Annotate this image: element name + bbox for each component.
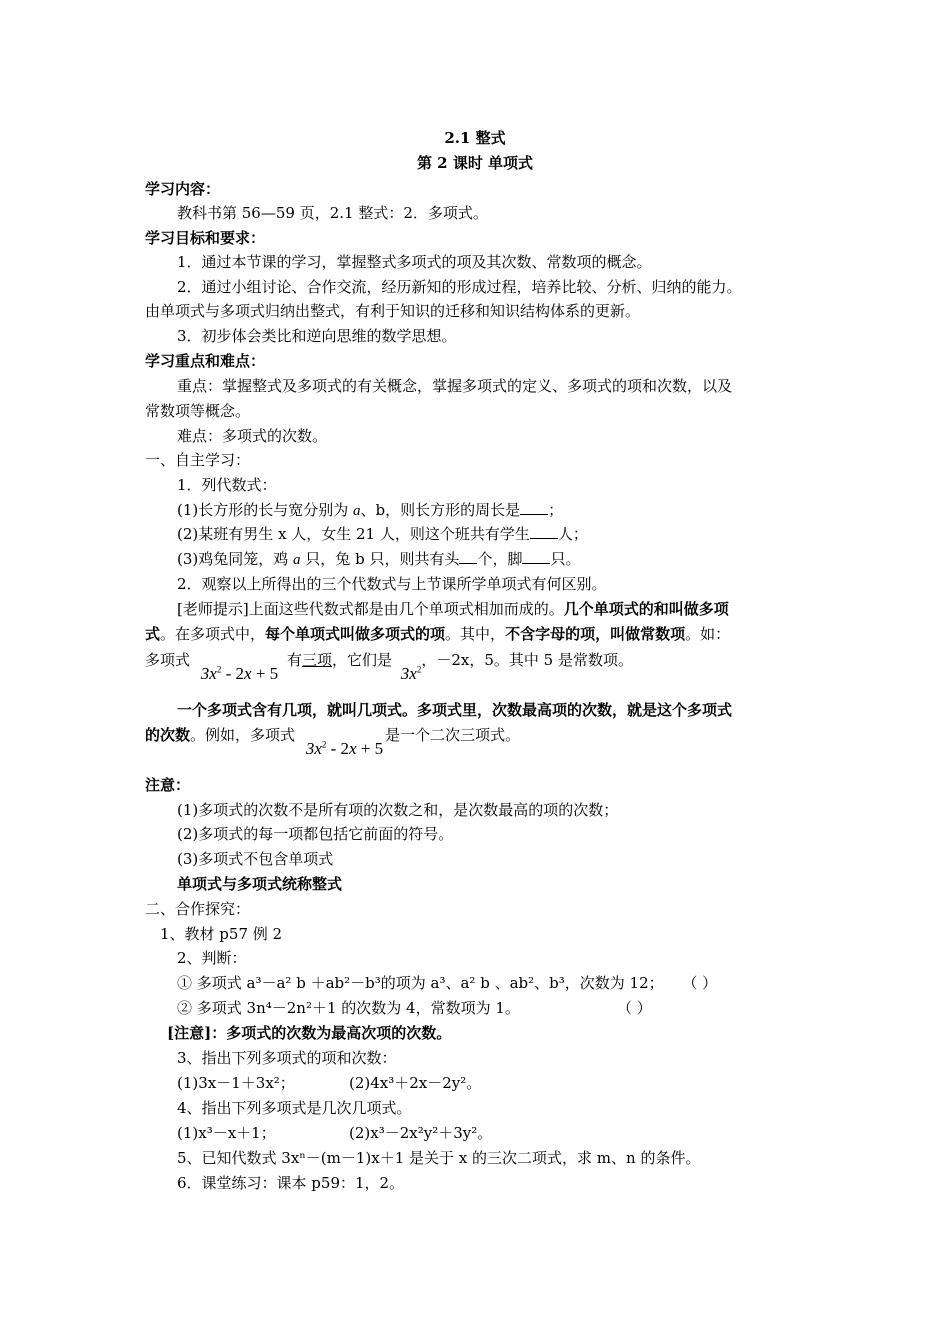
- page-subtitle: 第 2 课时 单项式: [416, 154, 534, 172]
- goal-2-cont: 由单项式与多项式归纳出整式，有利于知识的迁移和知识结构体系的更新。: [145, 302, 641, 320]
- key-point-cont: 常数项等概念。: [145, 402, 251, 420]
- text: ，－2x，5。其中 5 是常数项。: [421, 651, 633, 669]
- definition: 一个多项式含有几项，就叫几项式。多项式里，次数最高项的次数，就是这个多项式: [177, 701, 733, 719]
- answer-parentheses[interactable]: （ ）: [617, 999, 652, 1017]
- bold-text: 几个单项式的和叫做多项: [563, 600, 729, 618]
- answer-blank[interactable]: [520, 500, 548, 515]
- question-1c: [177, 549, 580, 570]
- summary-statement: 单项式与多项式统称整式: [177, 875, 343, 893]
- goal-2: 2．通过小组讨论、合作交流，经历新知的形成过程，培养比较、分析、归纳的能力。: [177, 278, 742, 296]
- question-1b: [177, 524, 588, 544]
- item-1: 1、教材 p57 例 2: [160, 925, 283, 943]
- note-heading: 注意：: [145, 776, 191, 794]
- question-1: 1．列代数式：: [177, 476, 277, 494]
- text: 个，脚: [477, 550, 523, 568]
- text: ，它们是: [331, 651, 392, 669]
- bold-text: 每个单项式叫做多项式的项: [265, 625, 446, 643]
- bold-text: 的次数: [145, 726, 191, 744]
- item-3b: (2)4x³＋2x－2y²。: [349, 1074, 482, 1092]
- section-heading-keypoints: 学习重点和难点：: [145, 352, 266, 370]
- judgement-1: [177, 973, 717, 993]
- judgement-2: [177, 998, 652, 1018]
- section-heading-goals: 学习目标和要求：: [145, 229, 266, 247]
- text: 。例如，多项式: [190, 726, 296, 744]
- text: 。其中，: [445, 625, 506, 643]
- text: 多项式: [145, 651, 191, 669]
- text: 有: [286, 651, 302, 669]
- text: 只。: [550, 550, 581, 568]
- bold-text: 不含字母的项，叫做常数项: [505, 625, 686, 643]
- answer-blank[interactable]: [530, 524, 558, 539]
- question-1a: [177, 500, 563, 521]
- content-text: 教科书第 56—59 页，2.1 整式：2．多项式。: [177, 204, 488, 222]
- text: (1)长方形的长与宽分别为: [177, 501, 354, 519]
- question-2: 2．观察以上所得出的三个代数式与上节课所学单项式有何区别。: [177, 575, 607, 593]
- section-heading-content: 学习内容：: [145, 180, 221, 198]
- formula-term: $3x^2$: [400, 664, 422, 683]
- item-4: 4、指出下列多项式是几次几项式。: [177, 1099, 412, 1117]
- item-4b: (2)x³－2x²y²＋3y²。: [349, 1124, 493, 1142]
- text: 只，兔 b 只，则共有头: [300, 550, 460, 568]
- item-3a: (1)3x－1＋3x²；: [177, 1074, 295, 1092]
- note-2: (2)多项式的每一项都包括它前面的符号。: [177, 825, 454, 843]
- text: (3)鸡兔同笼，鸡: [177, 550, 294, 568]
- definition-cont: [145, 725, 520, 759]
- text: 。在多项式中，: [160, 625, 266, 643]
- note-3: (3)多项式不包含单项式: [177, 850, 334, 868]
- var-a: a: [293, 552, 301, 568]
- teacher-hint: [177, 599, 729, 619]
- bold-text: 式: [145, 625, 161, 643]
- text: ② 多项式 3n⁴－2n²＋1 的次数为 4，常数项为 1。: [177, 999, 520, 1017]
- note-bracket: [注意]：多项式的次数为最高次项的次数。: [167, 1024, 452, 1042]
- goal-3: 3．初步体会类比和逆向思维的数学思想。: [177, 327, 457, 345]
- text: 是一个二次三项式。: [385, 726, 521, 744]
- teacher-hint-cont: [145, 624, 730, 644]
- item-3: 3、指出下列多项式的项和次数：: [177, 1049, 397, 1067]
- text: ；: [548, 501, 564, 519]
- part-2-heading: 二、合作探究：: [145, 900, 251, 918]
- key-point: 重点：掌握整式及多项式的有关概念，掌握多项式的定义、多项式的项和次数，以及: [177, 377, 733, 395]
- item-6: 6．课堂练习：课本 p59：1，2。: [177, 1174, 405, 1192]
- answer-blank[interactable]: [459, 549, 477, 564]
- text: ① 多项式 a³－a² b ＋ab²－b³的项为 a³、a² b 、ab²、b³，次数为 12；: [177, 974, 664, 992]
- page-title: 2.1 整式: [444, 129, 506, 147]
- example-line: [145, 650, 633, 684]
- item-2: 2、判断：: [177, 949, 247, 967]
- text: 、b，则长方形的周长是: [360, 501, 521, 519]
- text: (2)某班有男生 x 人，女生 21 人，则这个班共有学生: [177, 525, 530, 543]
- var-a: a: [353, 503, 361, 519]
- formula-polynomial: $3x^2 - 2x + 5$: [305, 739, 384, 758]
- answer-parentheses[interactable]: （ ）: [682, 974, 718, 992]
- answer-blank[interactable]: [522, 549, 550, 564]
- text: [老师提示]上面这些代数式都是由几个单项式相加而成的。: [177, 600, 564, 618]
- part-1-heading: 一、自主学习：: [145, 451, 251, 469]
- item-5: 5、已知代数式 3xⁿ－(m－1)x＋1 是关于 x 的三次二项式，求 m、n 的条件。: [177, 1149, 701, 1167]
- text: 人；: [557, 525, 588, 543]
- goal-1: 1．通过本节课的学习，掌握整式多项式的项及其次数、常数项的概念。: [177, 253, 652, 271]
- difficulty: 难点：多项式的次数。: [177, 427, 328, 445]
- underlined-text: 三项: [301, 651, 332, 669]
- text: 。如：: [685, 625, 731, 643]
- note-1: (1)多项式的次数不是所有项的次数之和，是次数最高的项的次数；: [177, 801, 619, 819]
- item-4a: (1)x³－x＋1；: [177, 1124, 276, 1142]
- formula-polynomial: $3x^2 - 2x + 5$: [200, 664, 279, 683]
